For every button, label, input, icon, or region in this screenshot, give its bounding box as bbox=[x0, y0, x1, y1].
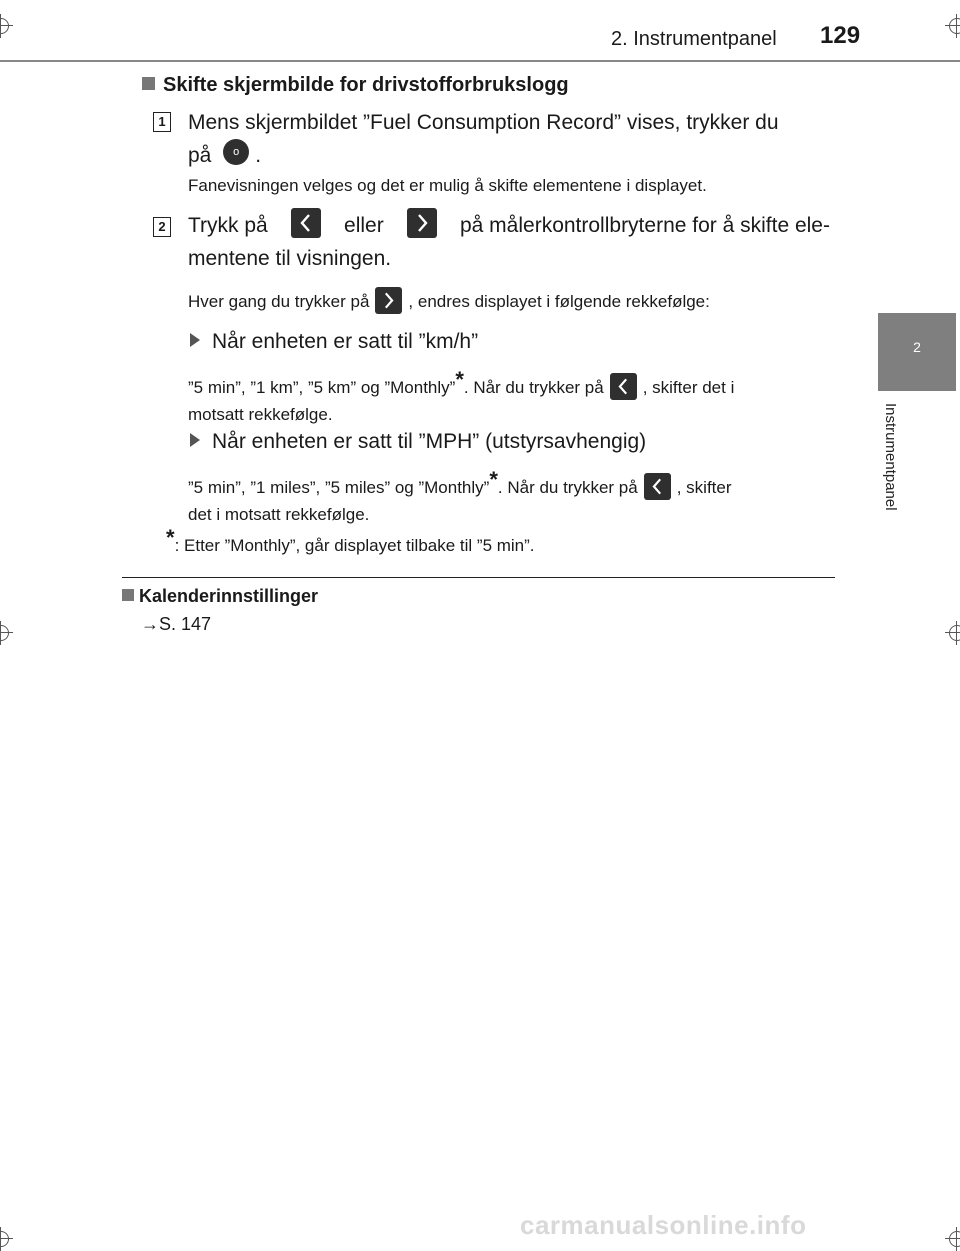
square-bullet-icon bbox=[142, 77, 155, 90]
subsection-heading-text: Kalenderinnstillinger bbox=[139, 586, 319, 606]
step-2-note bbox=[188, 289, 710, 316]
crop-mark bbox=[0, 1227, 13, 1251]
right-arrow-button-icon bbox=[407, 208, 437, 238]
crop-mark bbox=[0, 621, 13, 645]
case-text: , skifter det i bbox=[642, 378, 735, 397]
case-mph-text bbox=[188, 467, 830, 527]
ok-button-icon: o bbox=[223, 139, 249, 165]
watermark: carmanualsonline.info bbox=[520, 1210, 807, 1240]
step-text: Trykk på bbox=[188, 214, 268, 237]
page-reference[interactable] bbox=[141, 614, 211, 635]
case-text: ”5 min”, ”1 miles”, ”5 miles” og ”Monthly” bbox=[188, 478, 490, 497]
page-number: 129 bbox=[820, 22, 861, 49]
left-arrow-button-icon bbox=[610, 373, 637, 400]
note-text: Hver gang du trykker på bbox=[188, 292, 370, 311]
left-arrow-button-icon bbox=[644, 473, 671, 500]
step-number: 2 bbox=[153, 217, 171, 237]
case-text: . Når du trykker på bbox=[497, 478, 638, 497]
case-text: ”5 min”, ”1 km”, ”5 km” og ”Monthly” bbox=[188, 378, 456, 397]
subsection-heading bbox=[122, 586, 318, 607]
left-arrow-button-icon bbox=[291, 208, 321, 238]
step-1-text bbox=[188, 106, 830, 172]
crop-mark bbox=[945, 1227, 960, 1251]
step-1-note: Fanevisningen velges og det er mulig å skifte elementene i displayet. bbox=[188, 176, 707, 195]
step-text: Mens skjermbildet ”Fuel Consumption Record” vises, trykker du bbox=[188, 111, 779, 134]
footnote-asterisk: * bbox=[166, 525, 175, 550]
case-text: , skifter bbox=[676, 478, 732, 497]
section-heading bbox=[142, 74, 569, 97]
case-heading-mph bbox=[190, 430, 646, 454]
chapter-label-wrap bbox=[870, 403, 910, 543]
step-number: 1 bbox=[153, 112, 171, 132]
chapter-label: Instrumentpanel bbox=[882, 403, 899, 511]
header-rule bbox=[0, 60, 960, 62]
case-text: . Når du trykker på bbox=[463, 378, 604, 397]
case-heading-text: Når enheten er satt til ”MPH” (utstyrsavhengig) bbox=[212, 430, 647, 453]
footnote-asterisk: * bbox=[455, 367, 464, 392]
running-header: 2. Instrumentpanel bbox=[611, 28, 777, 50]
arrow-right-icon: → bbox=[141, 614, 159, 634]
square-bullet-icon bbox=[122, 589, 134, 601]
crop-mark bbox=[0, 14, 13, 38]
crop-mark bbox=[945, 621, 960, 645]
chapter-tab bbox=[878, 313, 956, 391]
crop-mark bbox=[945, 14, 960, 38]
case-heading-text: Når enheten er satt til ”km/h” bbox=[212, 330, 479, 353]
step-2-text bbox=[188, 209, 830, 275]
triangle-bullet-icon bbox=[190, 433, 200, 447]
chapter-number: 2 bbox=[913, 339, 921, 355]
triangle-bullet-icon bbox=[190, 333, 200, 347]
note-text: , endres displayet i følgende rekkefølge: bbox=[408, 292, 710, 311]
section-divider bbox=[122, 577, 835, 578]
page-reference-text[interactable]: S. 147 bbox=[159, 614, 212, 634]
section-heading-text: Skifte skjermbilde for drivstofforbrukslogg bbox=[163, 74, 569, 96]
footnote bbox=[166, 525, 535, 558]
right-arrow-button-icon bbox=[375, 287, 402, 314]
step-text: på målerkontrollbryterne for å skifte ele- bbox=[459, 214, 830, 237]
case-text: det i motsatt rekkefølge. bbox=[188, 505, 370, 525]
footnote-text: : Etter ”Monthly”, går displayet tilbake til ”5 min”. bbox=[174, 536, 535, 555]
step-text: eller bbox=[344, 214, 384, 237]
step-text: på bbox=[188, 144, 212, 167]
step-text: mentene til visningen. bbox=[188, 247, 392, 270]
case-text: motsatt rekkefølge. bbox=[188, 405, 333, 425]
case-kmh-text bbox=[188, 367, 830, 427]
case-heading-kmh bbox=[190, 330, 478, 354]
step-text: . bbox=[255, 144, 262, 167]
footnote-asterisk: * bbox=[489, 467, 498, 492]
